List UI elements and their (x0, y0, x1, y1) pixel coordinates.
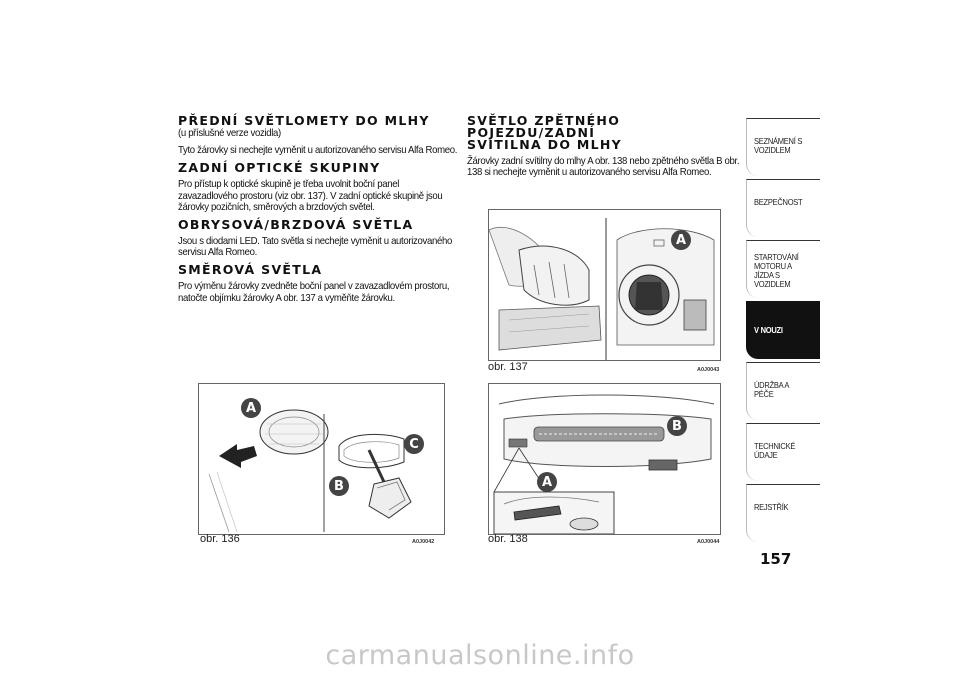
tab-rejstrik-label: REJSTŘÍK (754, 502, 789, 512)
figure-137 (488, 209, 721, 361)
tab-technicke-udaje-label: TECHNICKÉ ÚDAJE (754, 441, 796, 460)
fig138-caption: obr. 138 (488, 533, 528, 545)
section-front-fog (178, 113, 458, 157)
tab-seznameni-label: SEZNÁMENÍ S VOZIDLEM (754, 136, 803, 155)
rear-optics-line-1: Pro přístup k optické skupině je třeba uvolnit boční panel (178, 179, 400, 191)
tab-bezpecnost[interactable] (746, 179, 820, 237)
tab-udrzba-label: ÚDRŽBA A PÉČE (754, 380, 789, 399)
reverse-fog-line-1: Žárovky zadní svítilny do mlhy A obr. 138 nebo zpětného světla B obr. (467, 156, 740, 167)
tab-udrzba[interactable] (746, 362, 820, 420)
led-lights-line-1: Jsou s diodami LED. Tato světla si nechejte vyměnit u autorizovaného (178, 236, 452, 248)
heading-rear-optics: ZADNÍ OPTICKÉ SKUPINY (178, 160, 381, 176)
section-turn-signals (178, 264, 450, 303)
tab-startovani-label: STARTOVÁNÍ MOTORU A JÍZDA S VOZIDLEM (754, 252, 799, 289)
tab-rejstrik[interactable] (746, 484, 820, 542)
heading-front-fog: PŘEDNÍ SVĚTLOMETY DO MLHY (178, 113, 430, 128)
section-led-lights (178, 219, 450, 258)
fig136-label-a: A (241, 398, 261, 418)
figure-138-illustration (489, 384, 720, 534)
fig136-code: A0J0042 (412, 539, 435, 545)
front-fog-line-1: (u příslušné verze vozidla) (178, 128, 281, 139)
tab-technicke-udaje[interactable] (746, 423, 820, 481)
fig137-label-a: A (671, 230, 691, 250)
right-column (467, 115, 745, 184)
fig136-caption: obr. 136 (200, 533, 240, 545)
page-number: 157 (760, 550, 792, 568)
heading-reverse-fog-1: SVĚTLO ZPĚTNÉHO POJEZDU/ZADNÍ (467, 113, 621, 140)
figure-136 (198, 383, 445, 535)
figure-136-illustration (199, 384, 444, 534)
rear-optics-line-3: žárovky pozičních, směrových a brzdových světel. (178, 201, 375, 213)
rear-optics-line-2: zavazadlového prostoru (viz obr. 137). V zadní optické skupině jsou (178, 190, 443, 202)
reverse-fog-line-2: 138 si nechejte vyměnit u autorizovaného servisu Alfa Romeo. (467, 167, 712, 179)
tab-v-nouzi[interactable] (746, 301, 820, 359)
fig136-label-c: C (404, 434, 424, 454)
fig137-caption: obr. 137 (488, 361, 528, 373)
turn-signals-line-2: natočte objímku žárovky A obr. 137 a vyměňte žárovku. (178, 292, 395, 304)
front-fog-line-2: Tyto žárovky si nechejte vyměnit u autorizovaného servisu Alfa Romeo. (178, 145, 458, 157)
fig138-label-a: A (537, 472, 557, 492)
figure-138 (488, 383, 721, 535)
watermark: carmanualsonline.info (325, 640, 635, 671)
tab-bezpecnost-label: BEZPEČNOST (754, 197, 803, 207)
fig138-code: A0J0044 (697, 539, 720, 545)
section-rear-optics (178, 162, 450, 213)
heading-led-lights: OBRYSOVÁ/BRZDOVÁ SVĚTLA (178, 217, 414, 233)
left-column (178, 113, 458, 310)
led-lights-line-2: servisu Alfa Romeo. (178, 247, 257, 259)
tab-seznameni[interactable] (746, 118, 820, 176)
fig136-label-b: B (329, 476, 349, 496)
heading-turn-signals: SMĚROVÁ SVĚTLA (178, 262, 323, 278)
fig138-label-b: B (667, 416, 687, 436)
heading-reverse-fog-2: SVÍTILNA DO MLHY (467, 137, 623, 152)
turn-signals-line-1: Pro výměnu žárovky zvedněte boční panel v zavazadlovém prostoru, (178, 281, 450, 293)
fig137-code: A0J0043 (697, 367, 720, 373)
tab-startovani[interactable] (746, 240, 820, 298)
tab-v-nouzi-label: V NOUZI (754, 325, 783, 335)
